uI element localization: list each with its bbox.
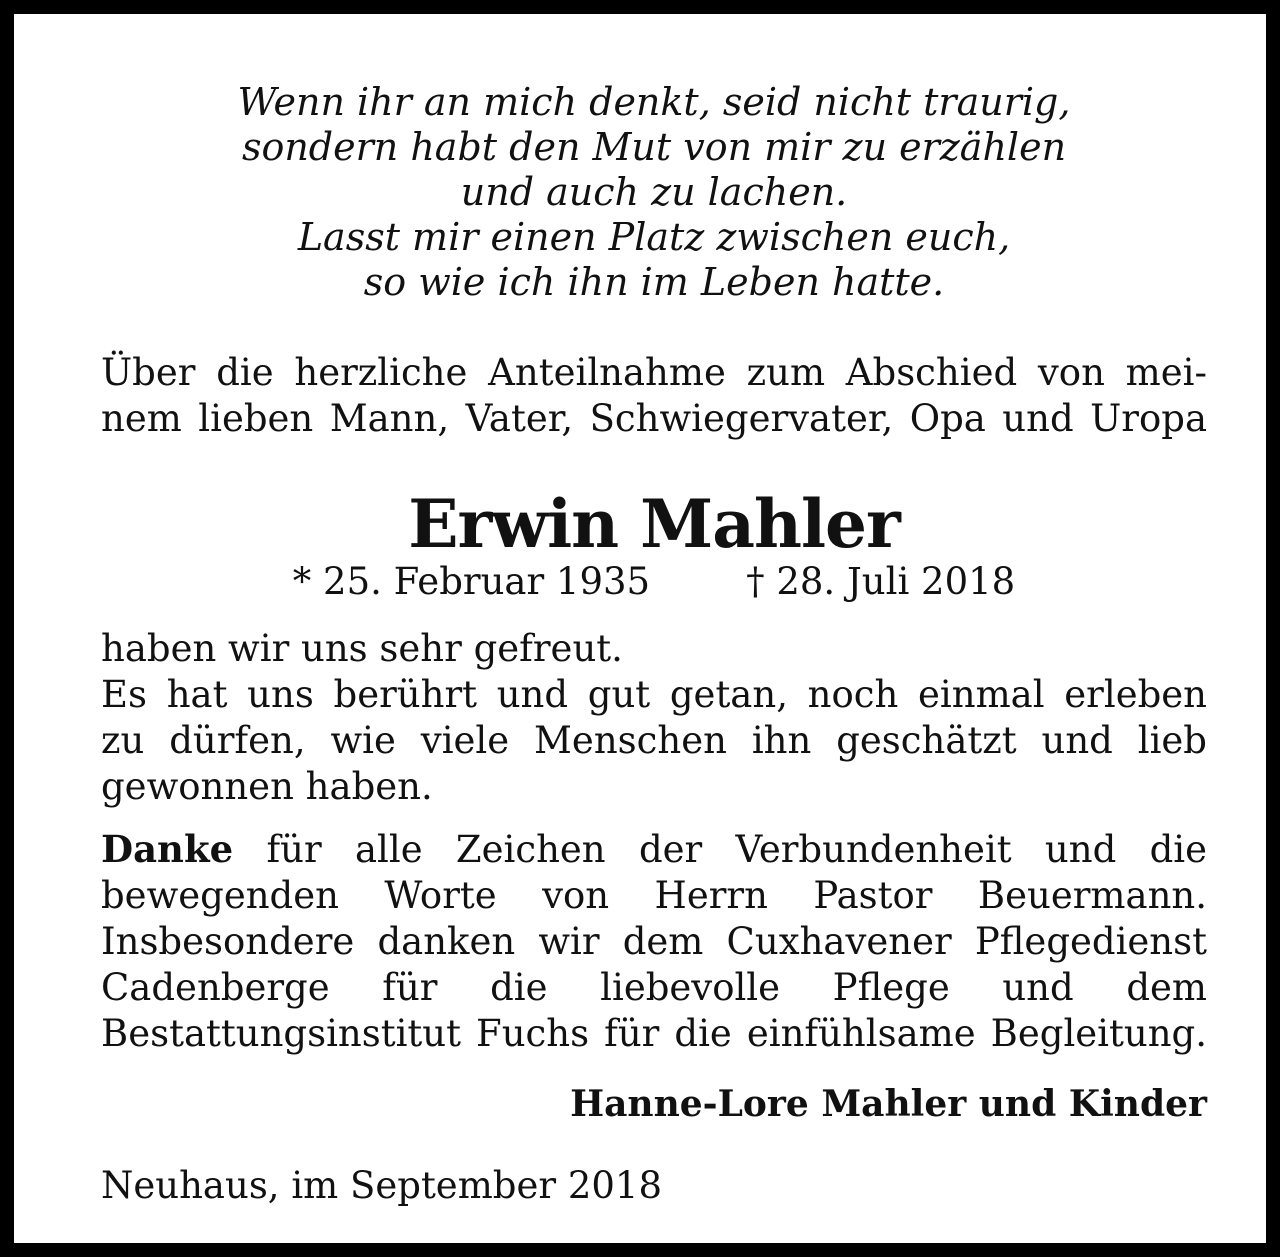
place-and-date: Neuhaus, im September 2018 [101,1164,662,1207]
intro-paragraph [101,350,1207,442]
deceased-name: Erwin Mahler [408,485,900,563]
paragraph-line: Es hat uns berührt und gut getan, noch einmal erleben [101,673,1207,716]
danke-word: Danke [101,827,234,871]
thanks-paragraph [101,626,1207,810]
paragraph-line: Cadenberge für die liebevolle Pflege und dem [101,966,1207,1009]
paragraph-line [101,826,1207,873]
poem-line: so wie ich ihn im Leben hatte. [363,260,945,304]
poem-quote [101,80,1207,305]
paragraph-line: Insbesondere danken wir dem Cuxhavener Pflegedienst [101,920,1207,963]
poem-line: Wenn ihr an mich denkt, seid nicht traurig, [237,80,1071,124]
paragraph-line: gewonnen haben. [101,765,433,808]
death-date: † 28. Juli 2018 [746,560,1016,603]
paragraph-line: bewegenden Worte von Herrn Pastor Beuermann. [101,874,1207,917]
life-dates [101,558,1207,606]
danke-line-rest: für alle Zeichen der Verbundenheit und die [233,828,1207,871]
poem-line: Lasst mir einen Platz zwischen euch, [297,215,1011,259]
birth-date: * 25. Februar 1935 [292,560,651,603]
paragraph-line: haben wir uns sehr gefreut. [101,627,623,670]
poem-line: sondern habt den Mut von mir zu erzählen [241,125,1067,169]
intro-line: nem lieben Mann, Vater, Schwiegervater, Opa und Uropa [101,397,1207,440]
danke-paragraph [101,826,1207,1057]
paragraph-line: Bestattungsinstitut Fuchs für die einfühlsame Begleitung. [101,1012,1207,1055]
poem-line: und auch zu lachen. [460,170,848,214]
signature: Hanne-Lore Mahler und Kinder [570,1083,1207,1125]
intro-line: Über die herzliche Anteilnahme zum Abschied von mei- [101,351,1207,394]
paragraph-line: zu dürfen, wie viele Menschen ihn geschätzt und lieb [101,719,1207,762]
